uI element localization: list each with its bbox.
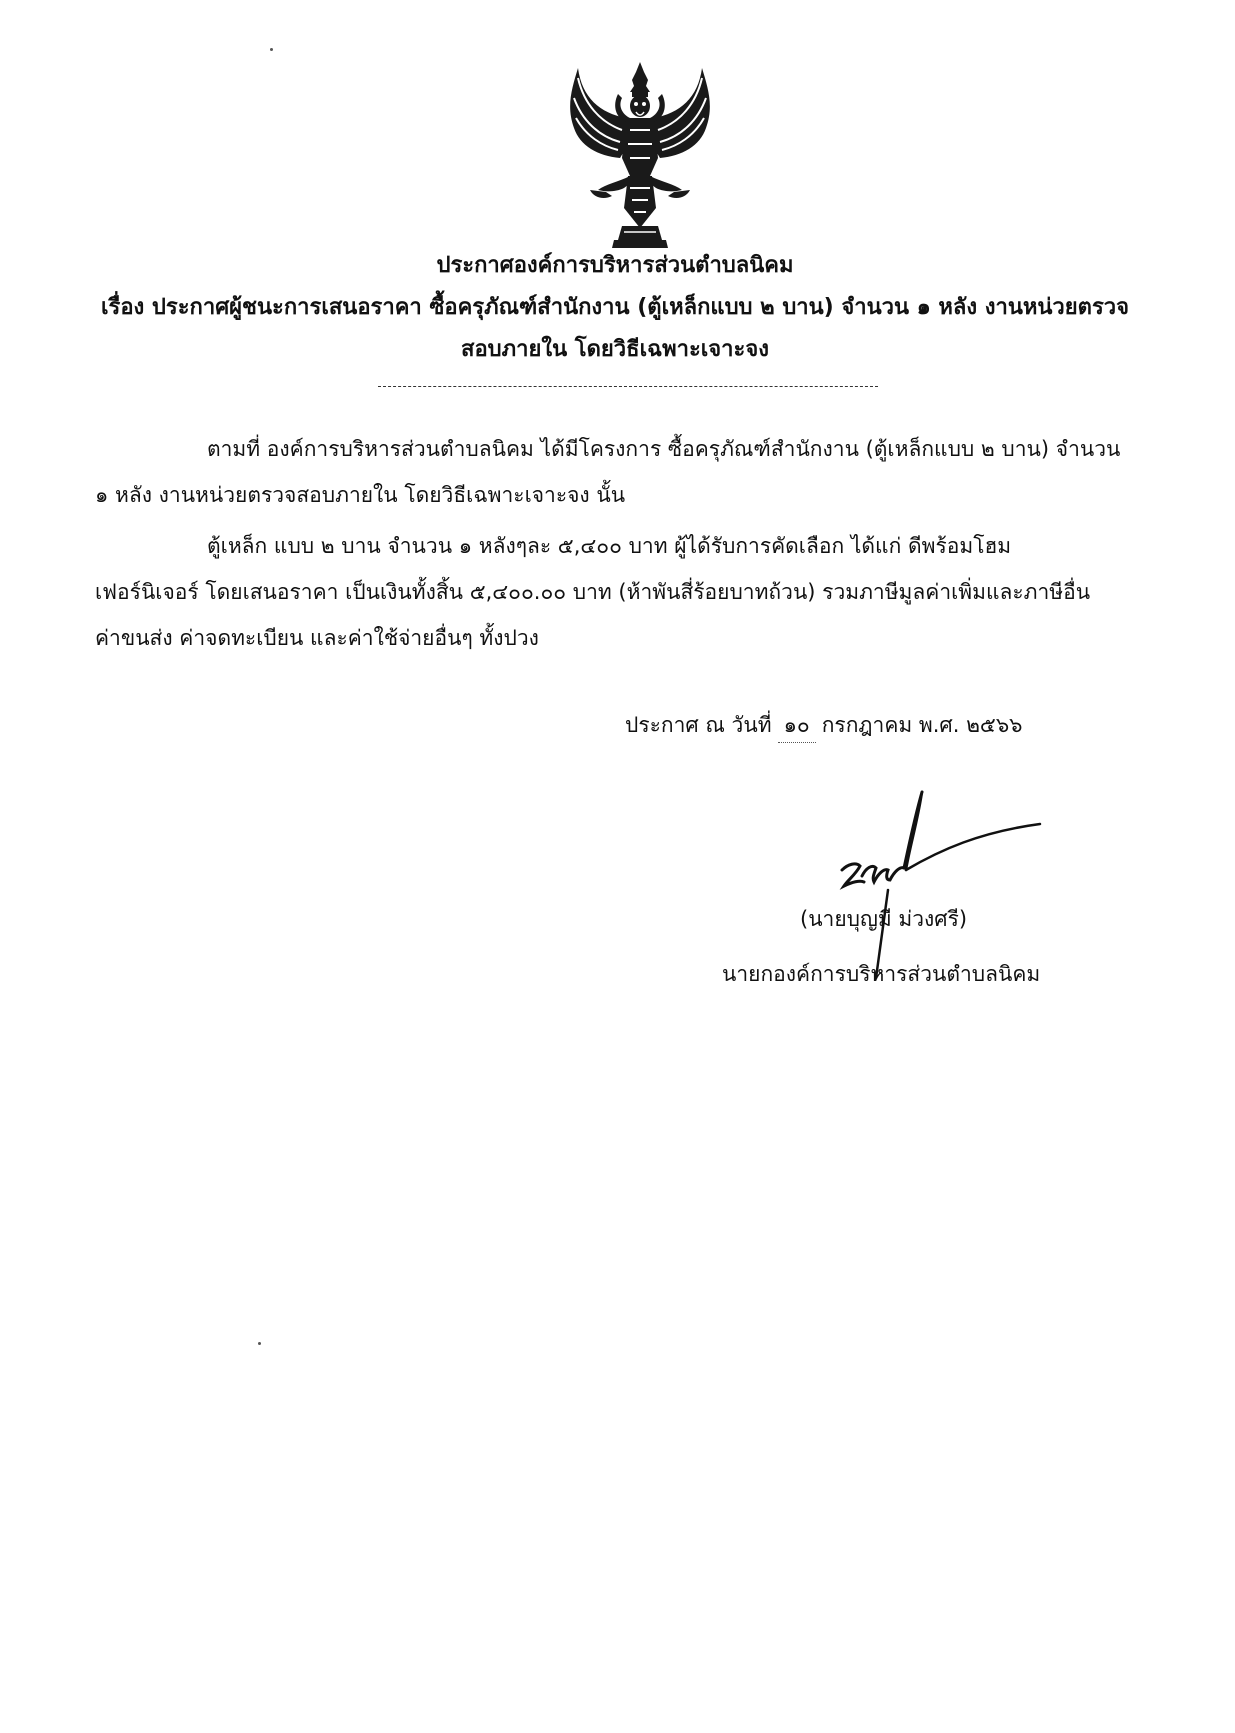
scan-speck <box>258 1342 261 1345</box>
handwritten-signature <box>800 780 1050 980</box>
subject-line-2: สอบภายใน โดยวิธีเฉพาะเจาะจง <box>461 337 769 362</box>
announcement-date <box>625 709 1022 743</box>
scan-speck <box>270 48 273 51</box>
signatory-name: (นายบุญมี ม่วงศรี) <box>800 907 968 931</box>
document-title: ประกาศองค์การบริหารส่วนตำบลนิคม <box>436 253 794 278</box>
para1-line1: ตามที่ องค์การบริหารส่วนตำบลนิคม ได้มีโครงการ ซื้อครุภัณฑ์สำนักงาน (ตู้เหล็กแบบ ๒ บาน) จำนวน <box>207 437 1121 461</box>
para2-line2: เฟอร์นิเจอร์ โดยเสนอราคา เป็นเงินทั้งสิ้น ๕,๔๐๐.๐๐ บาท (ห้าพันสี่ร้อยบาทถ้วน) รวมภาษีมูลค่าเพิ่มและภาษีอื่น <box>95 580 1091 604</box>
body-paragraph-2 <box>95 523 1140 661</box>
announcement-month-year: กรกฎาคม พ.ศ. ๒๕๖๖ <box>821 713 1023 737</box>
heading-divider <box>378 386 878 387</box>
document-heading <box>90 245 1140 371</box>
announcement-prefix: ประกาศ ณ วันที่ <box>625 713 772 737</box>
body-paragraph-1 <box>95 426 1140 518</box>
signatory-position: นายกองค์การบริหารส่วนตำบลนิคม <box>722 962 1041 986</box>
announcement-day: ๑๐ <box>778 709 816 743</box>
garuda-emblem <box>560 58 720 250</box>
para1-line2: ๑ หลัง งานหน่วยตรวจสอบภายใน โดยวิธีเฉพาะเจาะจง นั้น <box>95 483 626 507</box>
para2-line3: ค่าขนส่ง ค่าจดทะเบียน และค่าใช้จ่ายอื่นๆ ทั้งปวง <box>95 626 539 650</box>
subject-line-1: เรื่อง ประกาศผู้ชนะการเสนอราคา ซื้อครุภัณฑ์สำนักงาน (ตู้เหล็กแบบ ๒ บาน) จำนวน ๑ หลัง งานหน่วยตรวจ <box>100 295 1130 320</box>
para2-line1: ตู้เหล็ก แบบ ๒ บาน จำนวน ๑ หลังๆละ ๕,๔๐๐ บาท ผู้ได้รับการคัดเลือก ได้แก่ ดีพร้อมโฮม <box>207 534 1012 558</box>
